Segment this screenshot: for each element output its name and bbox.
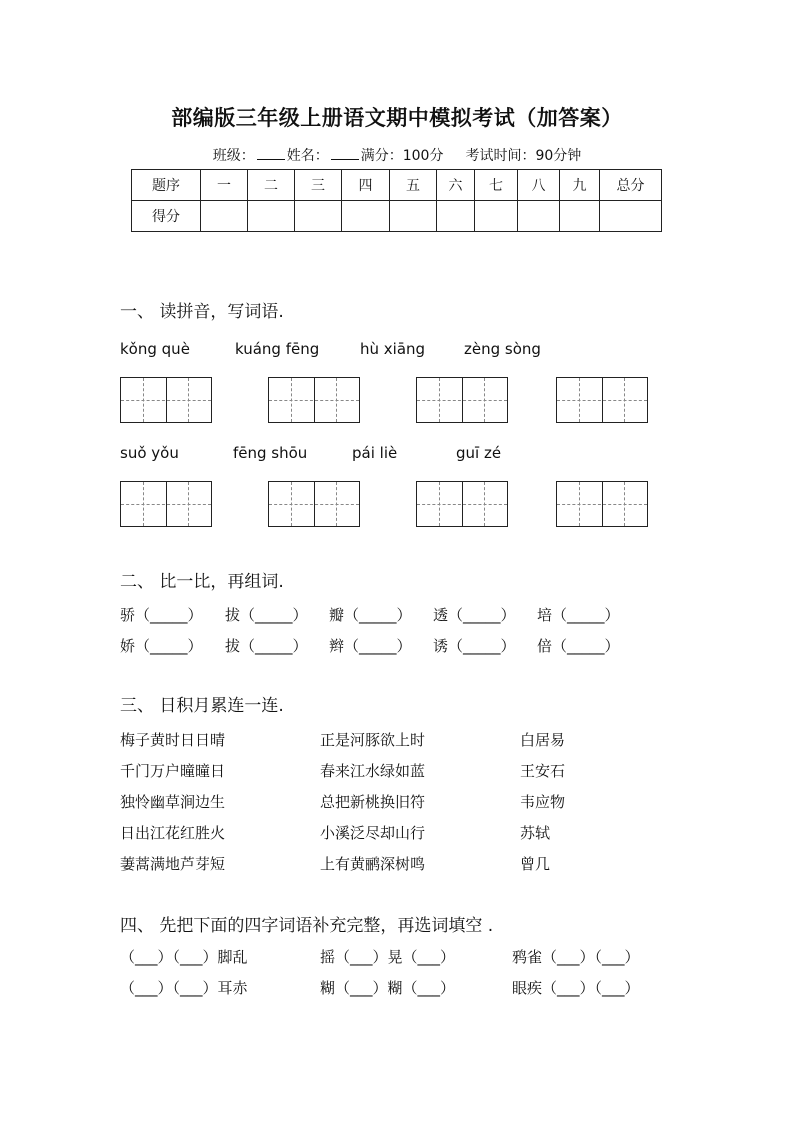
score-cell[interactable] [248, 201, 295, 232]
poet-name[interactable]: 曾几 [520, 855, 551, 873]
header-cell: 一 [201, 170, 248, 201]
idiom-fill-item[interactable]: （___）（___）脚乱 [120, 948, 248, 966]
idiom-fill-item[interactable]: 眼疾（___）（___） [512, 979, 640, 997]
writing-grid[interactable] [556, 481, 648, 527]
word-compare-item[interactable]: 拔（_____） [225, 637, 308, 655]
score-table-header-row [132, 170, 662, 201]
word-compare-item[interactable]: 诱（_____） [433, 637, 516, 655]
writing-grid[interactable] [120, 481, 212, 527]
poem-line[interactable]: 独怜幽草涧边生 [120, 793, 226, 811]
writing-grid[interactable] [268, 377, 360, 423]
section-4-title: 四、 先把下面的四字词语补充完整，再选词填空 . [120, 916, 494, 936]
pinyin-label: suǒ yǒu [120, 444, 179, 462]
poem-line[interactable]: 正是河豚欲上时 [320, 731, 426, 749]
writing-grid[interactable] [268, 481, 360, 527]
score-cell[interactable] [518, 201, 560, 232]
name-blank[interactable] [331, 147, 359, 160]
score-cell[interactable] [600, 201, 662, 232]
exam-time: 考试时间：90分钟 [465, 148, 582, 164]
word-compare-item[interactable]: 透（_____） [433, 606, 516, 624]
idiom-fill-item[interactable]: 鸦雀（___）（___） [512, 948, 640, 966]
score-cell[interactable] [560, 201, 600, 232]
section-3-title: 三、 日积月累连一连. [120, 696, 284, 716]
pinyin-label: pái liè [352, 444, 398, 462]
header-cell: 题序 [132, 170, 201, 201]
pinyin-label: hù xiāng [360, 340, 426, 358]
writing-grid[interactable] [416, 481, 508, 527]
pinyin-label: guī zé [456, 444, 502, 462]
poet-name[interactable]: 韦应物 [520, 793, 566, 811]
word-compare-item[interactable]: 培（_____） [537, 606, 620, 624]
header-cell: 九 [560, 170, 600, 201]
idiom-fill-item[interactable]: 糊（___）糊（___） [320, 979, 456, 997]
poet-name[interactable]: 苏轼 [520, 824, 551, 842]
poet-name[interactable]: 白居易 [520, 731, 566, 749]
pinyin-label: kǒng què [120, 340, 190, 358]
word-compare-item[interactable]: 倍（_____） [537, 637, 620, 655]
page-title: 部编版三年级上册语文期中模拟考试（加答案） [171, 105, 623, 130]
pinyin-label: fēng shōu [233, 444, 308, 462]
header-cell: 六 [437, 170, 475, 201]
class-label: 班级： [212, 148, 255, 164]
word-compare-item[interactable]: 拔（_____） [225, 606, 308, 624]
header-cell: 二 [248, 170, 295, 201]
poem-line[interactable]: 日出江花红胜火 [120, 824, 226, 842]
header-cell: 四 [342, 170, 390, 201]
poem-line[interactable]: 总把新桃换旧符 [320, 793, 426, 811]
writing-grid[interactable] [556, 377, 648, 423]
word-compare-item[interactable]: 瓣（_____） [329, 606, 412, 624]
score-row-label: 得分 [132, 201, 201, 232]
writing-grid[interactable] [120, 377, 212, 423]
score-cell[interactable] [342, 201, 390, 232]
class-blank[interactable] [257, 147, 285, 160]
full-score: 满分：100分 [360, 148, 444, 164]
header-cell: 总分 [600, 170, 662, 201]
score-cell[interactable] [201, 201, 248, 232]
score-table-score-row [132, 201, 662, 232]
pinyin-label: kuáng fēng [235, 340, 320, 358]
idiom-fill-item[interactable]: （___）（___）耳赤 [120, 979, 248, 997]
score-table [131, 169, 662, 232]
pinyin-label: zèng sòng [464, 340, 541, 358]
poet-name[interactable]: 王安石 [520, 762, 566, 780]
header-cell: 五 [390, 170, 437, 201]
header-cell: 八 [518, 170, 560, 201]
section-1-title: 一、 读拼音，写词语. [120, 302, 284, 322]
header-cell: 七 [475, 170, 518, 201]
word-compare-item[interactable]: 娇（_____） [120, 637, 203, 655]
poem-line[interactable]: 梅子黄时日日晴 [120, 731, 226, 749]
writing-grid[interactable] [416, 377, 508, 423]
poem-line[interactable]: 萋蒿满地芦芽短 [120, 855, 226, 873]
exam-info [0, 145, 794, 165]
poem-line[interactable]: 小溪泛尽却山行 [320, 824, 426, 842]
score-cell[interactable] [437, 201, 475, 232]
word-compare-item[interactable]: 骄（_____） [120, 606, 203, 624]
poem-line[interactable]: 春来江水绿如蓝 [320, 762, 426, 780]
poem-line[interactable]: 千门万户曈曈日 [120, 762, 226, 780]
score-cell[interactable] [390, 201, 437, 232]
score-cell[interactable] [295, 201, 342, 232]
name-label: 姓名： [286, 148, 329, 164]
poem-line[interactable]: 上有黄鹂深树鸣 [320, 855, 426, 873]
word-compare-item[interactable]: 辫（_____） [329, 637, 412, 655]
score-cell[interactable] [475, 201, 518, 232]
header-cell: 三 [295, 170, 342, 201]
section-2-title: 二、 比一比，再组词. [120, 572, 284, 592]
idiom-fill-item[interactable]: 摇（___）晃（___） [320, 948, 456, 966]
